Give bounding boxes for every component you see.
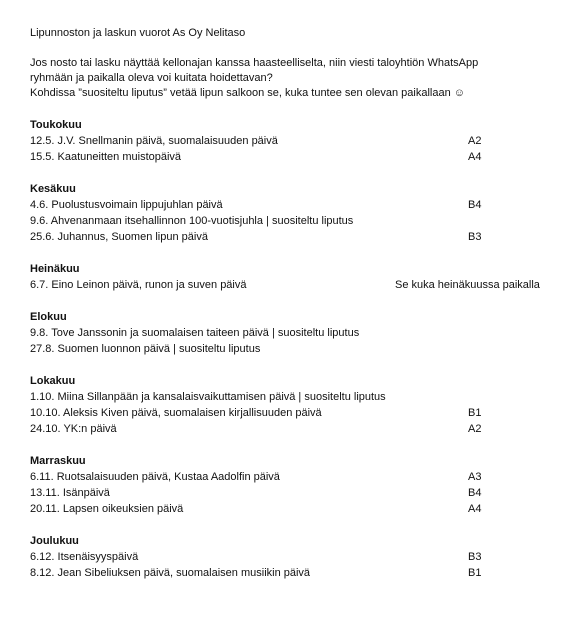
intro-line: Jos nosto tai lasku näyttää kellonajan kanssa haasteelliselta, niin viesti taloyhtiön WhatsApp <box>30 57 479 69</box>
schedule-row <box>30 341 565 357</box>
schedule-row <box>30 389 565 405</box>
assignee-apartment: A3 <box>468 470 482 483</box>
schedule-row <box>30 405 565 421</box>
document-title: Lipunnoston ja laskun vuorot As Oy Nelitaso <box>30 27 246 39</box>
month-section <box>30 454 565 517</box>
flag-day-label: 1.10. Miina Sillanpään ja kansalaisvaikuttamisen päivä | suositeltu liputus <box>30 390 386 403</box>
flag-day-label: 27.8. Suomen luonnon päivä | suositeltu liputus <box>30 342 261 355</box>
flag-day-label: 6.11. Ruotsalaisuuden päivä, Kustaa Aadolfin päivä <box>30 470 280 483</box>
flag-day-label: 12.5. J.V. Snellmanin päivä, suomalaisuuden päivä <box>30 134 278 147</box>
flag-day-label: 15.5. Kaatuneitten muistopäivä <box>30 150 182 163</box>
flag-day-label: 13.11. Isänpäivä <box>30 486 110 499</box>
intro-line: Kohdissa ”suositeltu liputus” vetää lipun salkoon se, kuka tuntee sen olevan paikallaan ☺ <box>30 87 465 99</box>
schedule-row <box>30 197 565 213</box>
flag-day-label: 4.6. Puolustusvoimain lippujuhlan päivä <box>30 198 223 211</box>
flag-day-label: 20.11. Lapsen oikeuksien päivä <box>30 502 184 515</box>
assignee-apartment: B4 <box>468 486 482 499</box>
assignee-apartment: B4 <box>468 198 482 211</box>
flag-day-label: 9.8. Tove Janssonin ja suomalaisen taiteen päivä | suositeltu liputus <box>30 326 360 339</box>
schedule-row <box>30 485 565 501</box>
assignee-apartment: A2 <box>468 134 482 147</box>
intro-line: ryhmään ja paikalla oleva voi kuitata hoidettavan? <box>30 72 273 84</box>
assignee-apartment: A4 <box>468 150 482 163</box>
assignee-apartment: Se kuka heinäkuussa paikalla <box>395 278 540 291</box>
flag-day-label: 6.7. Eino Leinon päivä, runon ja suven päivä <box>30 278 247 291</box>
schedule-row <box>30 501 565 517</box>
month-heading: Heinäkuu <box>30 263 80 275</box>
schedule-row <box>30 213 565 229</box>
schedule-list <box>30 118 565 581</box>
month-heading: Marraskuu <box>30 455 86 467</box>
schedule-row <box>30 469 565 485</box>
flag-day-label: 25.6. Juhannus, Suomen lipun päivä <box>30 230 208 243</box>
month-heading: Kesäkuu <box>30 183 76 195</box>
month-section <box>30 262 565 293</box>
assignee-apartment: B1 <box>468 566 482 579</box>
assignee-apartment: A4 <box>468 502 482 515</box>
assignee-apartment: B1 <box>468 406 482 419</box>
month-section <box>30 374 565 437</box>
schedule-row <box>30 565 565 581</box>
flag-day-label: 9.6. Ahvenanmaan itsehallinnon 100-vuotisjuhla | suositeltu liputus <box>30 214 354 227</box>
assignee-apartment: B3 <box>468 550 482 563</box>
flag-day-label: 8.12. Jean Sibeliuksen päivä, suomalaisen musiikin päivä <box>30 566 311 579</box>
month-section <box>30 118 565 165</box>
intro-paragraph <box>30 56 565 101</box>
month-heading: Joulukuu <box>30 535 79 547</box>
assignee-apartment: B3 <box>468 230 482 243</box>
schedule-row <box>30 277 565 293</box>
flag-day-label: 6.12. Itsenäisyyspäivä <box>30 550 139 563</box>
schedule-row <box>30 549 565 565</box>
month-section <box>30 310 565 357</box>
schedule-row <box>30 133 565 149</box>
assignee-apartment: A2 <box>468 422 482 435</box>
schedule-row <box>30 421 565 437</box>
schedule-row <box>30 325 565 341</box>
month-heading: Lokakuu <box>30 375 76 387</box>
document <box>30 26 565 598</box>
schedule-row <box>30 149 565 165</box>
month-heading: Elokuu <box>30 311 67 323</box>
month-section <box>30 182 565 245</box>
month-section <box>30 534 565 581</box>
schedule-row <box>30 229 565 245</box>
flag-day-label: 10.10. Aleksis Kiven päivä, suomalaisen kirjallisuuden päivä <box>30 406 322 419</box>
flag-day-label: 24.10. YK:n päivä <box>30 422 117 435</box>
month-heading: Toukokuu <box>30 119 82 131</box>
